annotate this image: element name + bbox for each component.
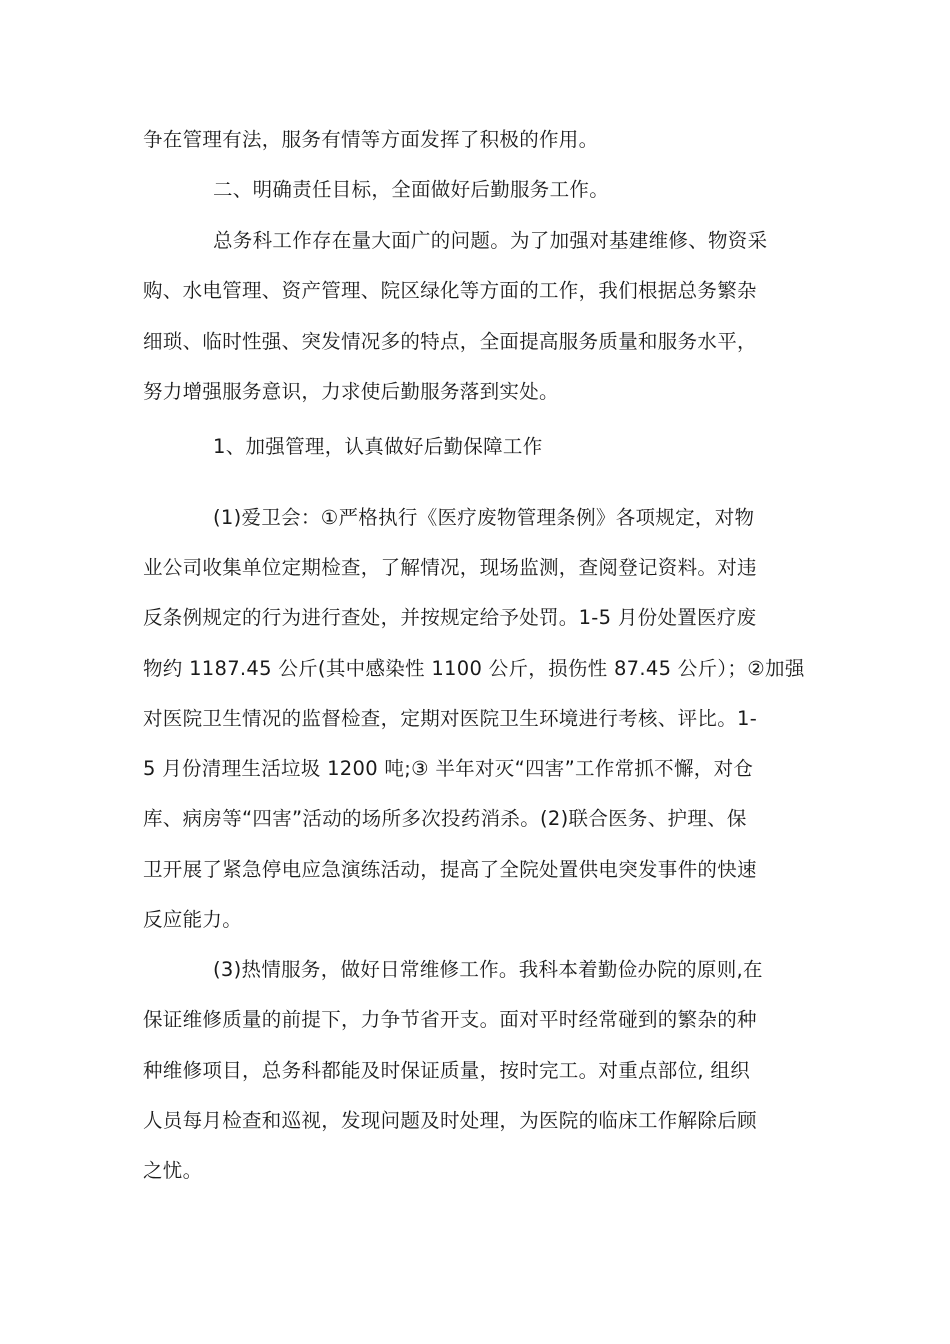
text-line: (1)爱卫会：①严格执行《医疗废物管理条例》各项规定，对物 (213, 506, 755, 529)
text-line: 业公司收集单位定期检查，了解情况，现场监测，查阅登记资料。对违 (143, 556, 757, 579)
text-line: 争在管理有法，服务有情等方面发挥了积极的作用。 (143, 128, 599, 151)
text-line: 人员每月检查和巡视，发现问题及时处理，为医院的临床工作解除后顾 (143, 1109, 757, 1132)
text-line: 努力增强服务意识，力求使后勤服务落到实处。 (143, 380, 559, 403)
text-line: 种维修项目，总务科都能及时保证质量，按时完工。对重点部位, 组织 (143, 1059, 750, 1082)
section-heading: 二、明确责任目标，全面做好后勤服务工作。 (213, 178, 610, 201)
text-line: 对医院卫生情况的监督检查，定期对医院卫生环境进行考核、评比。1- (143, 707, 758, 730)
text-line: 总务科工作存在量大面广的问题。为了加强对基建维修、物资采 (213, 229, 768, 252)
text-line: 购、水电管理、资产管理、院区绿化等方面的工作，我们根据总务繁杂 (143, 279, 757, 302)
text-line: 反应能力。 (143, 908, 243, 931)
text-line: (3)热情服务，做好日常维修工作。我科本着勤俭办院的原则,在 (213, 958, 763, 981)
text-line: 卫开展了紧急停电应急演练活动，提高了全院处置供电突发事件的快速 (143, 858, 757, 881)
text-line: 细琐、临时性强、突发情况多的特点，全面提高服务质量和服务水平， (143, 330, 757, 353)
text-line: 物约 1187.45 公斤(其中感染性 1100 公斤，损伤性 87.45 公斤）；②加强 (143, 657, 805, 680)
text-line: 5 月份清理生活垃圾 1200 吨;③ 半年对灭“四害”工作常抓不懈，对仓 (143, 757, 754, 780)
text-line: 保证维修质量的前提下，力争节省开支。面对平时经常碰到的繁杂的种 (143, 1008, 757, 1031)
text-line: 库、病房等“四害”活动的场所多次投药消杀。(2)联合医务、护理、保 (143, 807, 747, 830)
text-line: 反条例规定的行为进行查处，并按规定给予处罚。1-5 月份处置医疗废 (143, 606, 757, 629)
text-line: 之忧。 (143, 1159, 203, 1182)
subsection-heading: 1、加强管理，认真做好后勤保障工作 (213, 435, 543, 458)
